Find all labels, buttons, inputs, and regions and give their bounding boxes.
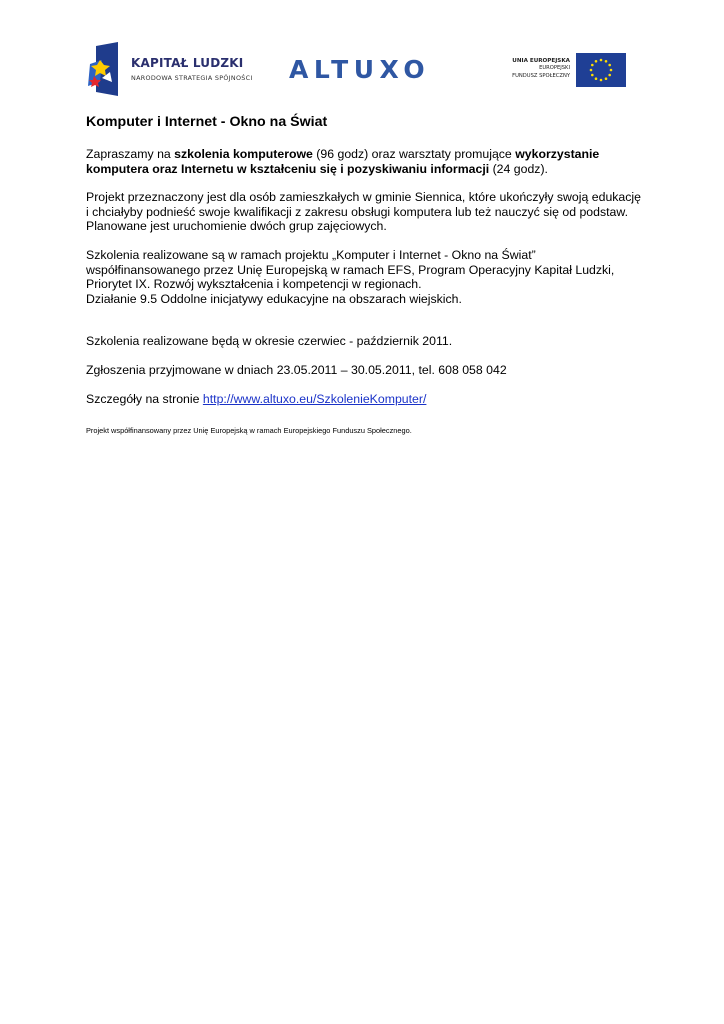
document-content [86,112,646,436]
altuxo-logo [289,56,461,84]
kapital-ludzki-logo [88,42,258,98]
eu-logo-text [512,58,570,80]
invitation-bold-2b: komputera oraz Internetu w kształceniu się i pozyskiwaniu informacji [86,161,490,176]
paragraph-applications: Zgłoszenia przyjmowane w dniach 23.05.2011 – 30.05.2011, tel. 608 058 042 [86,362,507,377]
paragraph-target-group [86,190,646,234]
invitation-text-1: Zapraszamy na [86,147,175,161]
paragraph-project-info [86,248,646,306]
eu-efs-logo [498,52,628,88]
kapital-ludzki-title: KAPITAŁ LUDZKI [131,56,244,70]
eu-logo-line1: UNIA EUROPEJSKA [512,58,570,64]
eu-logo-line3: FUNDUSZ SPOŁECZNY [512,72,570,79]
project-info-line-3: Priorytet IX. Rozwój wykształcenia i kompetencji w regionach. [86,277,422,292]
invitation-bold-1: szkolenia komputerowe [174,147,313,161]
invitation-bold-2a: wykorzystanie [515,147,600,161]
kapital-ludzki-subtitle: NARODOWA STRATEGIA SPÓJNOŚCI [131,74,253,82]
paragraph-details [86,392,646,407]
invitation-text-2: (96 godz) oraz warsztaty promujące [312,147,516,161]
paragraph-invitation [86,147,646,176]
footnote-cofinancing: Projekt współfinansowany przez Unię Europejską w ramach Europejskiego Funduszu Społecznego. [86,426,412,436]
invitation-text-3: (24 godz). [489,161,548,176]
project-info-line-1: Szkolenia realizowane są w ramach projektu „Komputer i Internet - Okno na Świat” [86,247,536,262]
eu-logo-line2: EUROPEJSKI [539,65,570,72]
target-group-line-2: i chciałyby podnieść swoje kwalifikacji z zakresu obsługi komputera lub też nauczyć się od podstaw. [86,204,629,219]
details-prefix: Szczegóły na stronie [86,391,203,406]
target-group-line-3: Planowane jest uruchomienie dwóch grup zajęciowych. [86,219,387,234]
altuxo-logo-text: ALTUXO [289,55,431,84]
kapital-ludzki-emblem-icon [88,42,128,98]
target-group-line-1: Projekt przeznaczony jest dla osób zamieszkałych w gminie Siennica, które ukończyły swoją edukację [86,190,641,205]
document-title: Komputer i Internet - Okno na Świat [86,114,328,130]
paragraph-schedule: Szkolenia realizowane będą w okresie czerwiec - październik 2011. [86,334,453,349]
details-link[interactable]: http://www.altuxo.eu/SzkolenieKomputer/ [202,391,427,406]
project-info-line-2: współfinansowanego przez Unię Europejską w ramach EFS, Program Operacyjny Kapitał Ludzki, [86,262,615,277]
eu-flag-icon [576,53,626,87]
project-info-line-4: Działanie 9.5 Oddolne inicjatywy edukacyjne na obszarach wiejskich. [86,291,462,306]
